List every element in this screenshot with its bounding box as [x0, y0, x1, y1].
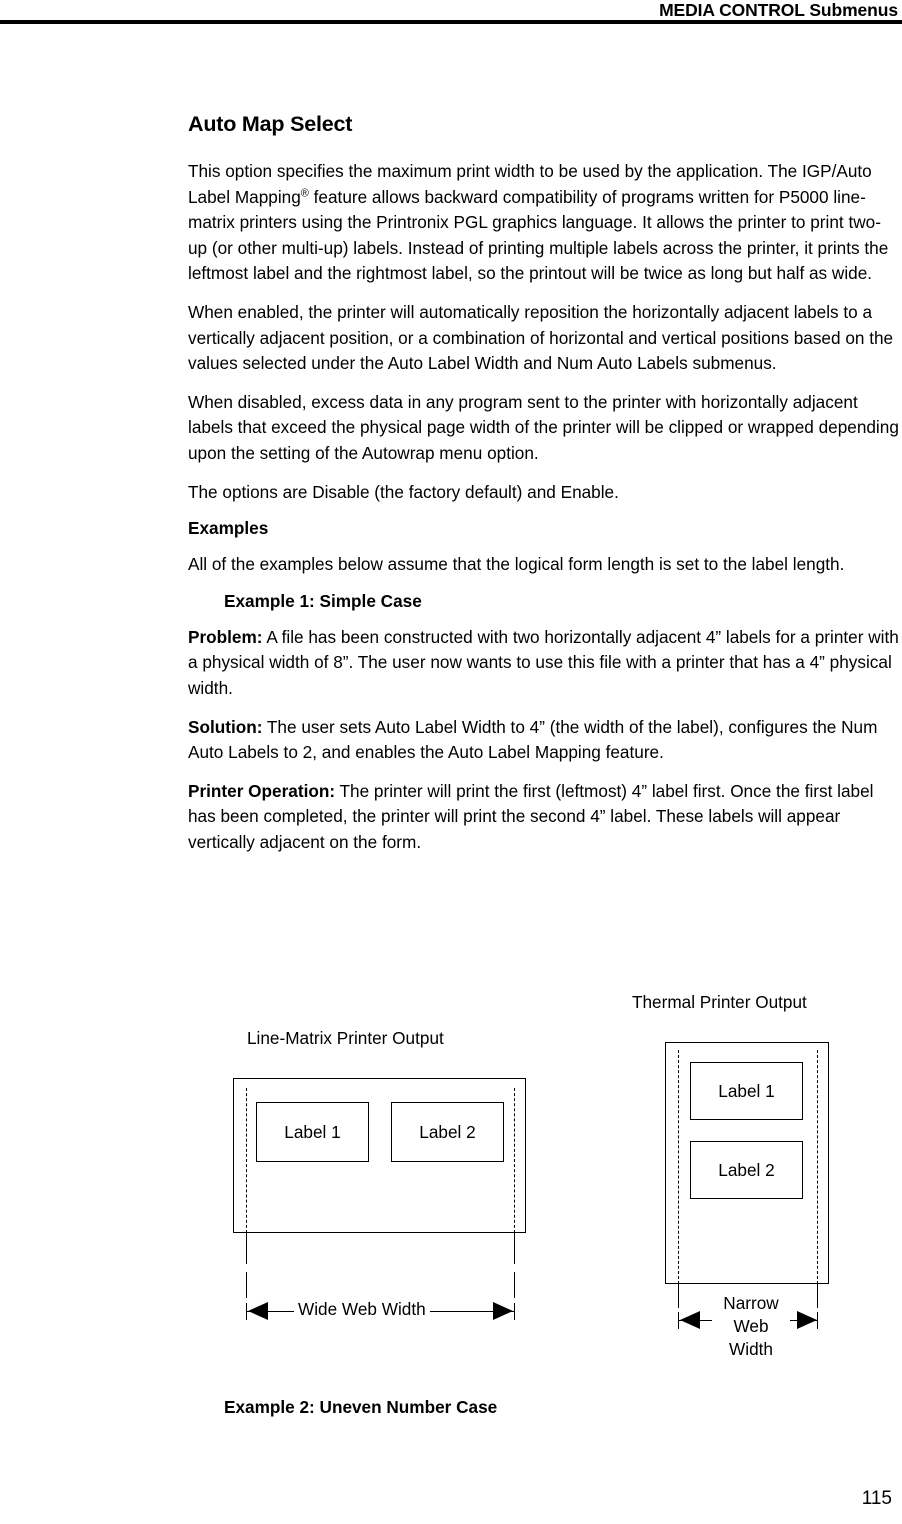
line-matrix-label-1-text: Label 1 [284, 1121, 341, 1142]
thermal-arrow-right-icon [797, 1311, 817, 1329]
thermal-label-1-box [690, 1062, 803, 1120]
paragraph-overview-part-1: This option specifies the maximum print width to be used by the application. The IGP/Auto Label Mapping [188, 161, 872, 207]
example-2-block [188, 1397, 900, 1418]
paragraph-options: The options are Disable (the factory default) and Enable. [188, 481, 619, 502]
paragraph-solution [188, 715, 900, 766]
document-content [188, 112, 900, 868]
thermal-right-margin-guide [817, 1050, 818, 1284]
wide-web-width-label: Wide Web Width [294, 1299, 430, 1320]
header-rule [0, 20, 902, 24]
page-title: Auto Map Select [188, 112, 353, 136]
line-matrix-arrow-right-icon [493, 1302, 513, 1320]
paragraph-problem [188, 625, 900, 702]
line-matrix-right-extension-upper [514, 1233, 515, 1264]
thermal-left-extension [678, 1284, 679, 1308]
examples-heading: Examples [188, 518, 269, 539]
thermal-label-2-text: Label 2 [718, 1159, 775, 1180]
line-matrix-left-extension-upper [246, 1233, 247, 1264]
line-matrix-right-margin-guide [514, 1088, 515, 1233]
line-matrix-printer-output-caption: Line-Matrix Printer Output [247, 1028, 444, 1048]
thermal-dimension-cap-right [817, 1312, 818, 1329]
solution-lead-label: Solution: [188, 716, 263, 737]
narrow-web-width-label-line-3: Width [712, 1339, 790, 1360]
paragraph-when-disabled: When disabled, excess data in any program sent to the printer with horizontally adjacent labels that exceed the physical page width of the printer will be clipped or wrapped depending upon the setting of the Autowrap menu option. [188, 391, 899, 463]
paragraph-overview-part-2: feature allows backward compatibility of programs written for P5000 line-matrix printers using the Printronix PGL graphics language. It allows the printer to print two-up (or other multi-up) labels. Instead of printing multiple labels across the printer, it prints the leftmost label and the rightmost label, so the printout will be twice as long but half as wide. [188, 186, 889, 284]
line-matrix-dimension-cap-right [514, 1303, 515, 1320]
paragraph-examples-intro: All of the examples below assume that the logical form length is set to the label length. [188, 554, 845, 575]
paragraph-overview [188, 159, 900, 287]
line-matrix-right-extension-lower [514, 1272, 515, 1298]
thermal-left-margin-guide [678, 1050, 679, 1284]
line-matrix-label-2-text: Label 2 [419, 1121, 476, 1142]
paragraph-when-enabled: When enabled, the printer will automatically reposition the horizontally adjacent labels to a vertically adjacent position, or a combination of horizontal and vertical positions based on the values selected under the Auto Label Width and Num Auto Labels submenus. [188, 301, 894, 374]
page-number: 115 [861, 1488, 892, 1509]
line-matrix-left-margin-guide [246, 1088, 247, 1233]
thermal-label-2-box [690, 1141, 803, 1199]
narrow-web-width-label-line-1: Narrow [712, 1293, 790, 1314]
line-matrix-label-1-box [256, 1102, 369, 1162]
thermal-printer-output-caption: Thermal Printer Output [632, 992, 807, 1012]
example-1-heading: Example 1: Simple Case [224, 590, 422, 611]
problem-lead-label: Problem: [188, 626, 263, 647]
paragraph-printer-operation [188, 779, 900, 856]
line-matrix-left-extension-lower [246, 1272, 247, 1298]
narrow-web-width-label-line-2: Web [712, 1316, 790, 1337]
thermal-arrow-left-icon [680, 1311, 700, 1329]
example-2-heading: Example 2: Uneven Number Case [224, 1397, 498, 1417]
printer-operation-lead-label: Printer Operation: [188, 780, 336, 801]
line-matrix-label-2-box [391, 1102, 504, 1162]
solution-body: The user sets Auto Label Width to 4” (the width of the label), configures the Num Auto Labels to 2, and enables the Auto Label Mapping feature. [188, 716, 878, 763]
registered-mark: ® [300, 186, 309, 199]
line-matrix-arrow-left-icon [248, 1302, 268, 1320]
thermal-label-1-text: Label 1 [718, 1080, 775, 1101]
problem-body: A file has been constructed with two horizontally adjacent 4” labels for a printer with a physical width of 8”. The user now wants to use this file with a printer that has a 4” physical width. [188, 626, 899, 698]
figure-group [0, 990, 902, 1380]
printer-operation-body: The printer will print the first (leftmost) 4” label first. Once the first label has been completed, the printer will print the second 4” label. These labels will appear vertically adjacent on the form. [188, 780, 874, 852]
header-title: MEDIA CONTROL Submenus [659, 0, 898, 20]
thermal-right-extension [817, 1284, 818, 1308]
